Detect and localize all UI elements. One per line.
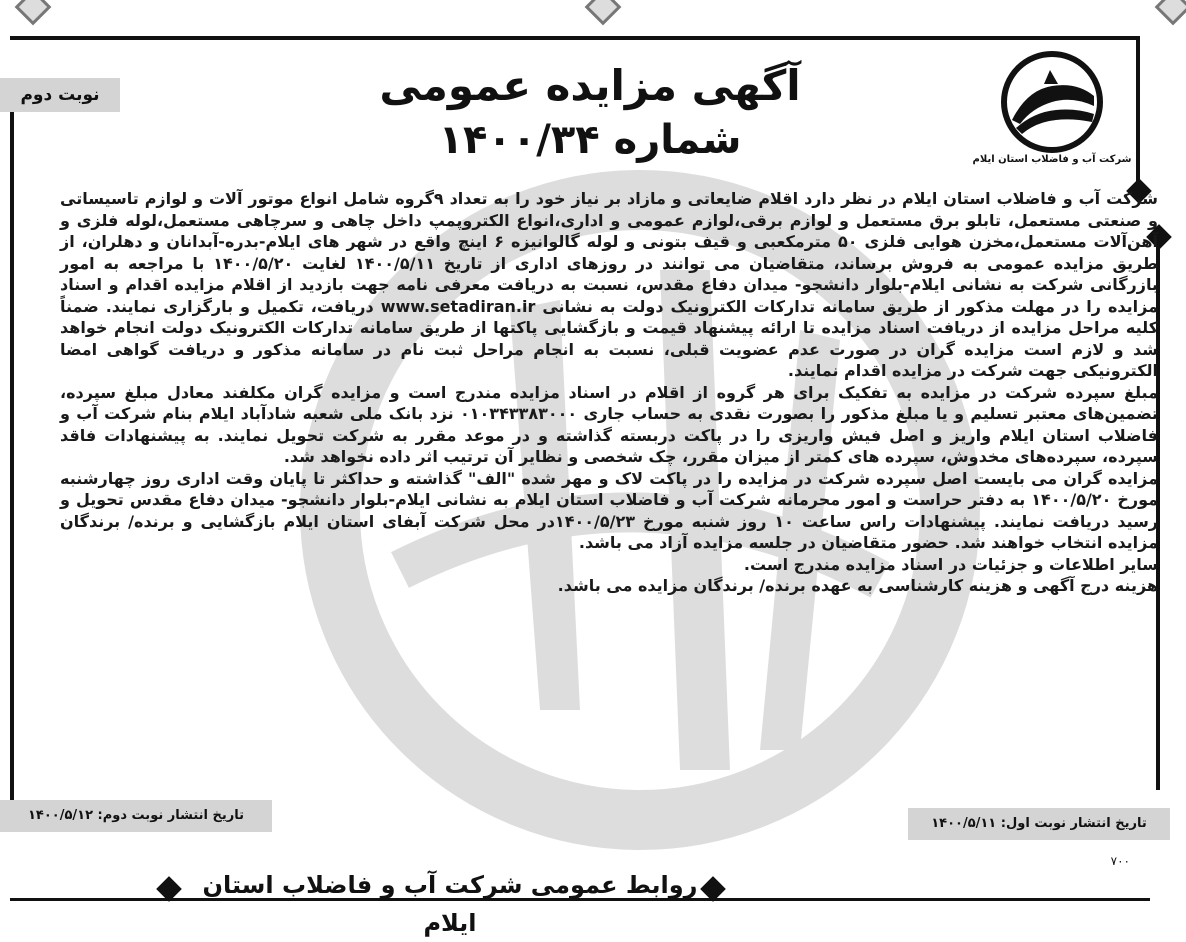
body-paragraph-3: مزایده گران می بایست اصل سپرده شرکت در مزایده را در پاکت لاک و مهر شده "الف" گذاشته و حداکثر تا پایان وقت اداری روز چهارشنبه مورخ ۱۴۰۰/۵/۲۰ به دفتر حراست و امور محرمانه شرکت آب و فاضلاب استان ایلام به نشانی ایلام-بلوار دانشجو- میدان دفاع مقدس تحویل و رسید دریافت نمایند. پیشنهادات راس ساعت ۱۰ روز شنبه مورخ ۱۴۰۰/۵/۲۳در محل شرکت آبفای استان ایلام بازگشایی و برنده/ برندگان مزایده انتخاب خواهند شد. حضور متقاضیان در جلسه مزایده آزاد می باشد.: [60, 468, 1159, 552]
water-company-logo-icon: [972, 50, 1132, 160]
logo-caption: شرکت آب و فاضلاب استان ایلام: [972, 154, 1132, 165]
publish-date-first: تاریخ انتشار نوبت اول: ۱۴۰۰/۵/۱۱: [908, 808, 1170, 840]
body-paragraph-1: شرکت آب و فاضلاب استان ایلام در نظر دارد اقلام ضایعاتی و مازاد بر نیاز خود را به تعداد ۹گروه شامل انواع موتور آلات و لوازم تاسیساتی و صنعتی مستعمل، تابلو برق مستعمل و لوازم برقی،لوازم عمومی و اداری،انواع الکتروپمپ داخل چاهی و سرچاهی مستعمل،لوله فلزی و آهن‌آلات مستعمل،مخزن هوایی فلزی ۵۰ مترمکعبی و قیف بتونی و لوله گالوانیزه ۶ اینچ واقع در شهر های ایلام-بدره-آبدانان و دهلران، از طریق مزایده عمومی به فروش برساند، متقاضیان می توانند در روزهای اداری از تاریخ ۱۴۰۰/۵/۱۱ لغایت ۱۴۰۰/۵/۲۰ با مراجعه به امور بازرگانی شرکت به نشانی ایلام-بلوار دانشجو- میدان دفاع مقدس، نسبت به دریافت معرفی نامه جهت بازدید از اقلام مزایده اقدام و اسناد مزایده را در مهلت مذکور از طریق سامانه تدارکات الکترونیک دولت به نشانی www.setadiran.ir دریافت، تکمیل و بارگزاری نمایند. ضمناً کلیه مراحل مزایده از دریافت اسناد مزایده تا ارائه پیشنهاد قیمت و بازگشایی پاکتها از طریق سامانه تدارکات الکترونیک دولت انجام خواهد شد و لازم است مزایده گران در صورت عدم عضویت قبلی، نسبت به انجام مراحل ثبت نام در سامانه مذکور و دریافت گواهی امضا الکترونیکی جهت شرکت در مزایده اقدام نمایند.: [60, 189, 1159, 380]
top-diamond-left: [15, 0, 52, 25]
logo: [972, 50, 1152, 180]
ad-code: ۷۰۰: [1110, 854, 1130, 868]
title-line-1: آگهی مزایده عمومی: [379, 61, 801, 110]
round-badge: نوبت دوم: [0, 78, 120, 112]
body-paragraph-5: هزینه درج آگهی و هزینه کارشناسی به عهده برنده/ برندگان مزایده می باشد.: [557, 576, 1158, 595]
title-line-2: شماره ۱۴۰۰/۳۴: [438, 117, 742, 163]
top-diamond-right: [1155, 0, 1186, 25]
top-diamond-center: [585, 0, 622, 25]
body-paragraph-4: سایر اطلاعات و جزئیات در اسناد مزایده مندرج است.: [743, 554, 1158, 574]
announcement-title: [360, 60, 820, 168]
publish-date-second: تاریخ انتشار نوبت دوم: ۱۴۰۰/۵/۱۲: [0, 800, 272, 832]
public-relations-signature: روابط عمومی شرکت آب و فاضلاب استان ایلام: [202, 871, 698, 937]
announcement-body: [60, 188, 1158, 597]
body-paragraph-2: مبلغ سپرده شرکت در مزایده به تفکیک برای هر گروه از اقلام در اسناد مزایده مندرج است و مزایده گران مکلفند معادل مبلغ سپرده، تضمین‌های معتبر تسلیم و یا مبلغ مذکور را بصورت نقدی به حساب جاری ۰۱۰۳۴۳۳۸۳۰۰۰ نزد بانک ملی شعبه شادآباد ایلام بنام شرکت آب و فاضلاب استان ایلام واریز و اصل فیش واریزی را در پاکت دربسته گذاشته و در موعد مقرر به شرکت تحویل نمایند. به پیشنهادات فاقد سپرده، سپرده‌های مخدوش، سپرده های کمتر از میزان مقرر، چک شخصی و نظایر آن ترتیب اثر داده نخواهد شد.: [60, 382, 1158, 466]
frame-top-line: [10, 36, 1140, 40]
frame-left-line: [10, 112, 14, 802]
